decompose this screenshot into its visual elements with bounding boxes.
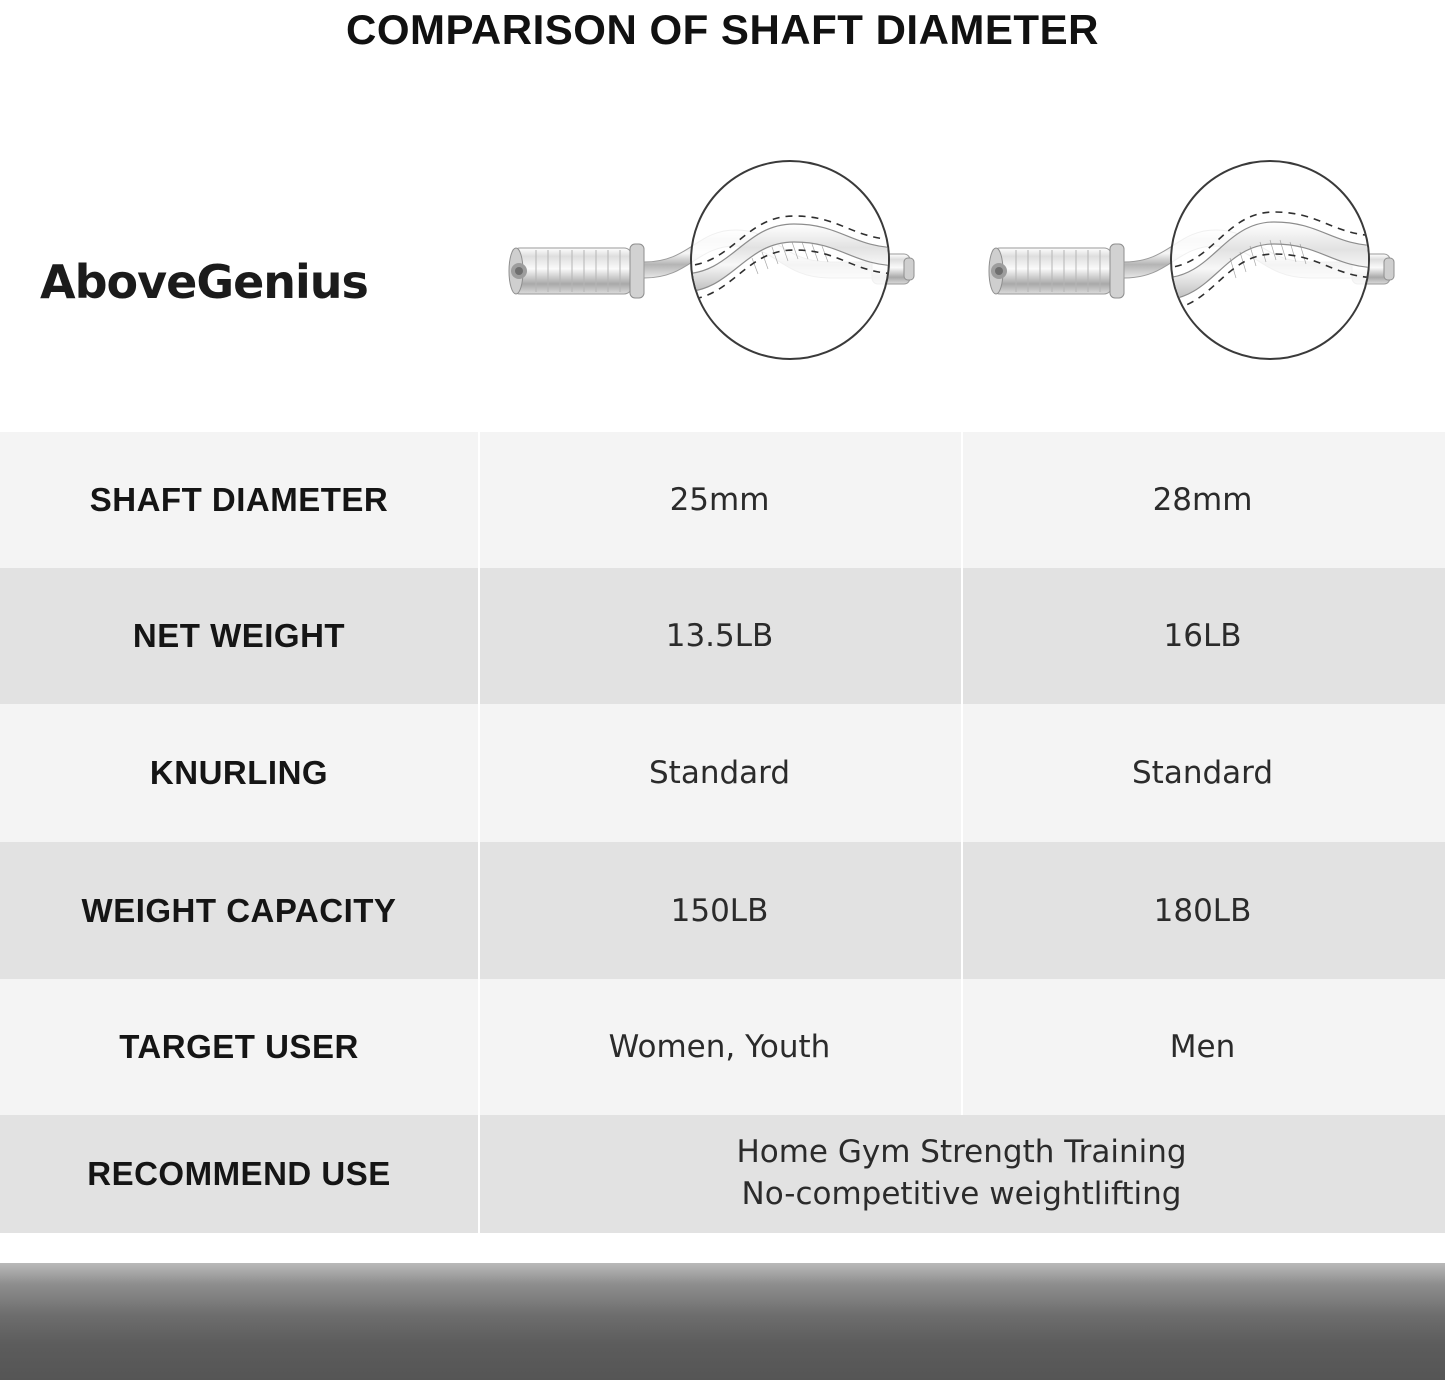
table-row	[0, 704, 1445, 842]
row-value-recommend	[478, 1115, 1445, 1233]
row-value-left: Standard	[648, 755, 791, 791]
column-divider	[478, 568, 480, 704]
row-value-right: 16LB	[1163, 618, 1242, 654]
column-divider	[478, 704, 480, 842]
table-row	[0, 568, 1445, 704]
recommend-line-1: Home Gym Strength Training	[736, 1134, 1187, 1171]
row-value-left: 25mm	[669, 482, 770, 518]
row-value-left: 13.5LB	[665, 618, 774, 654]
table-row	[0, 842, 1445, 979]
column-divider	[478, 979, 480, 1115]
footer-gradient-band	[0, 1263, 1445, 1380]
column-divider	[961, 432, 963, 568]
row-label: SHAFT DIAMETER	[89, 481, 389, 518]
row-label: WEIGHT CAPACITY	[81, 891, 397, 929]
row-label: RECOMMEND USE	[87, 1155, 391, 1192]
magnifier-circle-icon	[1170, 160, 1370, 360]
row-value-right: Men	[1169, 1029, 1236, 1065]
row-value-left: 150LB	[670, 892, 769, 929]
table-row	[0, 979, 1445, 1115]
column-divider	[961, 979, 963, 1115]
comparison-table	[0, 432, 1445, 1233]
column-divider	[478, 1115, 480, 1233]
row-value-right: Standard	[1131, 755, 1274, 791]
row-label: KNURLING	[149, 754, 329, 791]
row-value-right: 28mm	[1152, 482, 1253, 518]
column-divider	[961, 842, 963, 979]
recommend-line-2: No-competitive weightlifting	[741, 1176, 1182, 1212]
product-image-28mm	[980, 170, 1400, 375]
table-row-recommend	[0, 1115, 1445, 1233]
page-title: COMPARISON OF SHAFT DIAMETER	[346, 6, 1099, 53]
row-label: NET WEIGHT	[132, 617, 346, 654]
row-value-right: 180LB	[1153, 892, 1252, 929]
table-row	[0, 432, 1445, 568]
product-image-25mm	[500, 170, 920, 375]
hero-section	[0, 80, 1445, 430]
column-divider	[961, 704, 963, 842]
brand-logo: AboveGenius	[40, 255, 368, 309]
column-divider	[961, 568, 963, 704]
magnifier-circle-icon	[690, 160, 890, 360]
row-value-left: Women, Youth	[608, 1029, 831, 1065]
row-label: TARGET USER	[119, 1028, 359, 1065]
column-divider	[478, 432, 480, 568]
column-divider	[478, 842, 480, 979]
